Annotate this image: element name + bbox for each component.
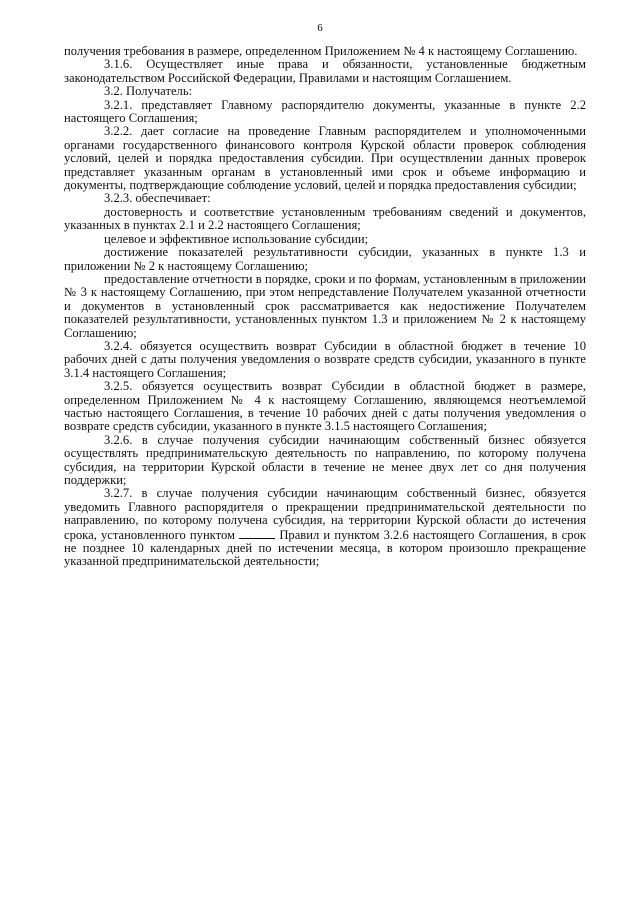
page-number: 6 <box>317 22 323 34</box>
paragraph: 3.2.4. обязуется осуществить возврат Субсидии в областной бюджет в течение 10 рабочих дней с даты получения уведомления о возврате средств субсидии, указанного в пункте 3.1.4 настоящего Соглашения; <box>64 338 586 380</box>
paragraph: получения требования в размере, определенном Приложением № 4 к настоящему Соглашению. <box>64 44 578 58</box>
document-body <box>64 45 586 569</box>
paragraph: предоставление отчетности в порядке, сроки и по формам, установленным в приложении № 3 к настоящему Соглашению, при этом непредставление Получателем указанной отчетности и документов в установленный срок рассматривается как недостижение Получателем показателей результативности, установленных пунктом 1.3 и приложением № 2 к настоящему Соглашению; <box>64 271 586 340</box>
paragraph: 3.1.6. Осуществляет иные права и обязанности, установленные бюджетным законодательством Российской Федерации, Правилами и настоящим Соглашением. <box>64 57 586 85</box>
paragraph: достижение показателей результативности субсидии, указанных в пункте 1.3 и приложении № 2 к настоящему Соглашению; <box>64 245 586 273</box>
paragraph: 3.2. Получатель: <box>104 84 193 99</box>
blank-line <box>239 528 275 539</box>
paragraph-3-2-7-part-2: Правил и пунктом 3.2.6 настоящего Соглашения, в срок не позднее 10 календарных дней по истечении месяца, в котором произошло прекращение указанной предпринимательской деятельности; <box>64 527 586 569</box>
paragraph: 3.2.6. в случае получения субсидии начинающим собственный бизнес обязуется осуществлять предпринимательскую деятельность по направлению, по которому получена субсидия, на территории Курской области в течение не менее двух лет со дня получения поддержки; <box>64 432 586 487</box>
paragraph-3-2-7-part-1: 3.2.7. в случае получения субсидии начинающим собственный бизнес, обязуется уведомить Главного распорядителя о прекращении предпринимательской деятельности по направлению, по которому получена субсидия, на территории Курской области до истечения срока, установленного пунктом <box>64 486 586 542</box>
paragraph: 3.2.2. дает согласие на проведение Главным распорядителем и уполномоченными органами государственного финансового контроля Курской области проверок соблюдения условий, целей и порядка предоставления субсидии. При осуществлении данных проверок представляет указанным органам в установленный ими срок и объеме информацию и документы, подтверждающие соблюдение условий, целей и порядка предоставления субсидии; <box>64 124 586 193</box>
paragraph: целевое и эффективное использование субсидии; <box>104 231 369 246</box>
paragraph: достоверность и соответствие установленным требованиям сведений и документов, указанных в пунктах 2.1 и 2.2 настоящего Соглашения; <box>64 204 586 233</box>
paragraph: 3.2.3. обеспечивает: <box>104 191 211 206</box>
paragraph: 3.2.5. обязуется осуществить возврат Субсидии в областной бюджет в размере, определенном Приложением № 4 к настоящему Соглашению, являющемся неотъемлемой частью настоящего Соглашения, в течение 10 рабочих дней с даты получения уведомления о возврате средств субсидии, указанного в пункте 3.1.5 настоящего Соглашения; <box>64 379 586 434</box>
paragraph-3-2-7 <box>64 487 586 568</box>
paragraph: 3.2.1. представляет Главному распорядителю документы, указанные в пункте 2.2 настоящего Соглашения; <box>64 97 586 126</box>
